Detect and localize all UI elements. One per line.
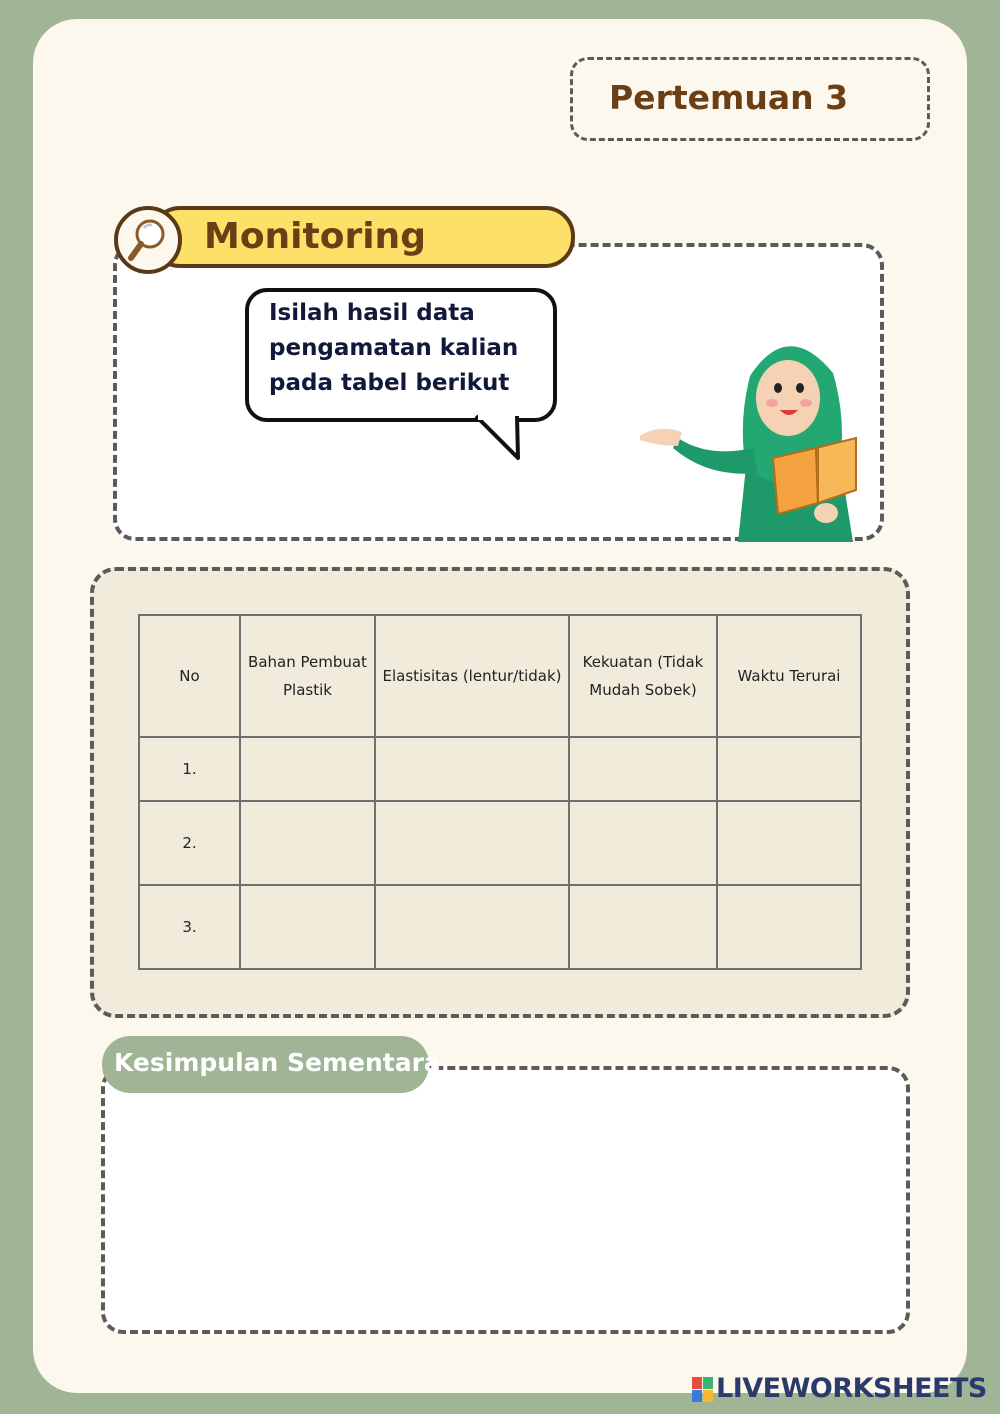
- brand-text: LIVEWORKSHEETS: [716, 1373, 987, 1404]
- column-header-kekuatan: Kekuatan (Tidak Mudah Sobek): [569, 615, 717, 737]
- answer-cell[interactable]: [375, 885, 569, 969]
- monitoring-title: Monitoring: [204, 216, 426, 257]
- answer-cell[interactable]: [569, 801, 717, 885]
- answer-cell[interactable]: [240, 885, 375, 969]
- answer-cell[interactable]: [375, 737, 569, 801]
- conclusion-title: Kesimpulan Sementara: [114, 1048, 441, 1077]
- observation-table: [138, 614, 862, 970]
- table-row: [139, 737, 861, 801]
- magnifier-icon: [114, 206, 182, 274]
- answer-cell[interactable]: [375, 801, 569, 885]
- speech-bubble: [245, 288, 557, 422]
- row-number: 3.: [139, 885, 240, 969]
- column-header-waktu: Waktu Terurai: [717, 615, 861, 737]
- table-row: [139, 885, 861, 969]
- answer-cell[interactable]: [240, 801, 375, 885]
- meeting-title: Pertemuan 3: [609, 78, 849, 117]
- answer-cell[interactable]: [569, 885, 717, 969]
- table-header-row: [139, 615, 861, 737]
- column-header-bahan: Bahan Pembuat Plastik: [240, 615, 375, 737]
- answer-cell[interactable]: [717, 737, 861, 801]
- answer-cell[interactable]: [240, 737, 375, 801]
- meeting-label-box: [570, 57, 930, 141]
- answer-cell[interactable]: [717, 885, 861, 969]
- answer-cell[interactable]: [569, 737, 717, 801]
- monitoring-header: [150, 206, 575, 268]
- table-row: [139, 801, 861, 885]
- speech-bubble-text: Isilah hasil data pengamatan kalian pada tabel berikut: [269, 300, 519, 396]
- row-number: 2.: [139, 801, 240, 885]
- liveworksheets-logo-icon: [692, 1377, 714, 1403]
- column-header-elastisitas: Elastisitas (lentur/tidak): [375, 615, 569, 737]
- conclusion-answer-box[interactable]: [101, 1066, 910, 1334]
- column-header-no: No: [139, 615, 240, 737]
- answer-cell[interactable]: [717, 801, 861, 885]
- row-number: 1.: [139, 737, 240, 801]
- teacher-illustration: [638, 328, 868, 542]
- conclusion-header: [102, 1036, 441, 1093]
- speech-bubble-tail: [470, 412, 530, 462]
